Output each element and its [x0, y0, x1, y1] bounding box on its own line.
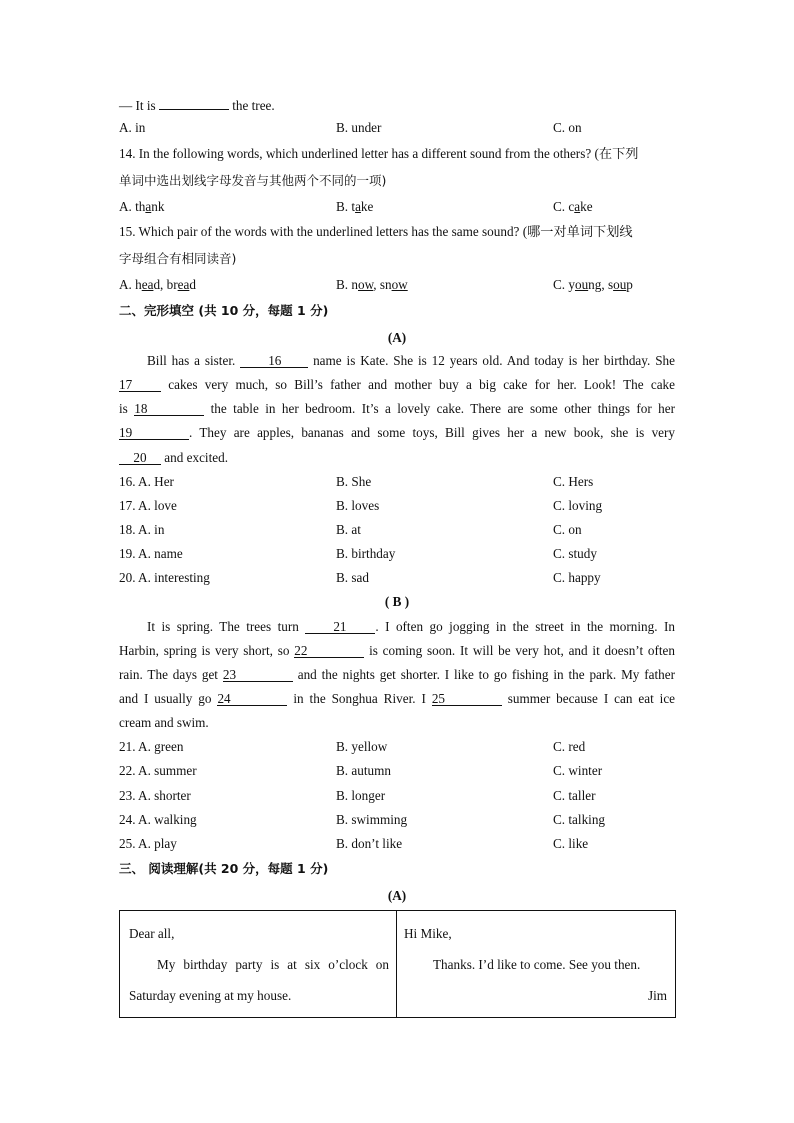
q20-option-b[interactable]: B. sad	[336, 570, 369, 585]
q15-option-c[interactable]: C. young, soup	[553, 277, 633, 292]
q18-option-c[interactable]: C. on	[553, 522, 582, 537]
q23-option-a[interactable]: 23. A. shorter	[119, 788, 191, 803]
reply-line1: Thanks. I’d like to come. See you then.	[433, 957, 641, 972]
q14-option-a[interactable]: A. thank	[119, 199, 165, 214]
section3-part-a-label: (A)	[387, 888, 407, 903]
blank-25[interactable]: 25	[432, 691, 502, 706]
blank-20[interactable]: 20	[119, 450, 161, 465]
q20-option-c[interactable]: C. happy	[553, 570, 601, 585]
passage-b-line3: rain. The days get 23 and the nights get shorter. I like to go fishing in the park. My father	[119, 667, 676, 682]
q17-options	[119, 497, 675, 515]
q17-option-b[interactable]: B. loves	[336, 498, 380, 513]
q14-question-line1: 14. In the following words, which underlined letter has a different sound from the others? (在下列	[119, 146, 639, 161]
q16-options	[119, 473, 675, 491]
q14-option-c[interactable]: C. cake	[553, 199, 593, 214]
passage-a-line2: 17 cakes very much, so Bill’s father and mother buy a big cake for her. Look! The cake	[119, 377, 675, 392]
blank-19[interactable]: 19	[119, 425, 189, 440]
blank-17[interactable]: 17	[119, 377, 161, 392]
blank-21[interactable]: 21	[305, 619, 375, 634]
q23-option-b[interactable]: B. longer	[336, 788, 386, 803]
q13-option-a[interactable]: A. in	[119, 120, 146, 135]
q18-option-b[interactable]: B. at	[336, 522, 361, 537]
q24-option-b[interactable]: B. swimming	[336, 812, 408, 827]
q13-options	[119, 119, 675, 137]
passage-b-line4: and I usually go 24 in the Songhua River. I 25 summer because I can eat ice	[119, 691, 676, 706]
section2-title: 二、完形填空 (共 10 分，每题 1 分)	[119, 303, 329, 318]
q22-option-a[interactable]: 22. A. summer	[119, 763, 197, 778]
q15-options	[119, 276, 675, 294]
blank-22[interactable]: 22	[294, 643, 364, 658]
invitation-note	[120, 911, 397, 1017]
q21-option-a[interactable]: 21. A. green	[119, 739, 184, 754]
q13-stem: — It is the tree.	[119, 95, 275, 115]
q16-option-a[interactable]: 16. A. Her	[119, 474, 174, 489]
q17-option-c[interactable]: C. loving	[553, 498, 603, 513]
q15-option-a[interactable]: A. head, bread	[119, 277, 196, 292]
notes-table	[119, 910, 676, 1018]
passage-b-line1: It is spring. The trees turn 21 . I often go jogging in the street in the morning. In	[147, 619, 675, 634]
q21-options	[119, 738, 675, 756]
q16-option-c[interactable]: C. Hers	[553, 474, 594, 489]
q19-options	[119, 545, 675, 563]
q19-option-a[interactable]: 19. A. name	[119, 546, 183, 561]
passage-b-line2: Harbin, spring is very short, so 22 is coming soon. It will be very hot, and it doesn’t often	[119, 643, 676, 658]
q13-option-b[interactable]: B. under	[336, 120, 382, 135]
q14-option-b[interactable]: B. take	[336, 199, 374, 214]
q15-question-line1: 15. Which pair of the words with the underlined letters has the same sound? (哪一对单词下划线	[119, 224, 633, 239]
q22-options	[119, 762, 675, 780]
q14-question-line2: 单词中选出划线字母发音与其他两个不同的一项)	[119, 173, 387, 188]
q19-option-b[interactable]: B. birthday	[336, 546, 396, 561]
section2-part-a-label: (A)	[387, 330, 407, 345]
blank-23[interactable]: 23	[223, 667, 293, 682]
reply-note	[397, 911, 675, 1017]
passage-b-line5: cream and swim.	[119, 715, 209, 730]
blank-18[interactable]: 18	[134, 401, 204, 416]
q15-question-line2: 字母组合有相同读音)	[119, 251, 237, 266]
invitation-greeting: Dear all,	[129, 926, 175, 941]
q18-options	[119, 521, 675, 539]
passage-a-line1: Bill has a sister. 16 name is Kate. She is 12 years old. And today is her birthday. She	[147, 353, 675, 368]
q14-options	[119, 198, 675, 216]
q24-option-a[interactable]: 24. A. walking	[119, 812, 197, 827]
q21-option-b[interactable]: B. yellow	[336, 739, 388, 754]
q17-option-a[interactable]: 17. A. love	[119, 498, 177, 513]
q23-options	[119, 787, 675, 805]
q16-option-b[interactable]: B. She	[336, 474, 372, 489]
q19-option-c[interactable]: C. study	[553, 546, 597, 561]
q20-options	[119, 569, 675, 587]
passage-a-line3: is 18 the table in her bedroom. It’s a lovely cake. There are some other things for her	[119, 401, 676, 416]
section3-title: 三、 阅读理解(共 20 分，每题 1 分)	[119, 861, 329, 876]
blank-24[interactable]: 24	[217, 691, 287, 706]
blank-16[interactable]: 16	[240, 353, 308, 368]
q22-option-b[interactable]: B. autumn	[336, 763, 391, 778]
passage-a-line5: 20 and excited.	[119, 449, 228, 467]
q25-option-b[interactable]: B. don’t like	[336, 836, 403, 851]
q20-option-a[interactable]: 20. A. interesting	[119, 570, 210, 585]
q22-option-c[interactable]: C. winter	[553, 763, 603, 778]
q15-option-b[interactable]: B. now, snow	[336, 277, 408, 292]
q24-options	[119, 811, 675, 829]
reply-signature: Jim	[647, 988, 667, 1003]
q25-option-c[interactable]: C. like	[553, 836, 589, 851]
q25-option-a[interactable]: 25. A. play	[119, 836, 177, 851]
invitation-line1: My birthday party is at six o’clock on	[157, 957, 389, 972]
invitation-line2: Saturday evening at my house.	[129, 988, 292, 1003]
passage-a-line4: 19 . They are apples, bananas and some toys, Bill gives her a new book, she is very	[119, 425, 675, 440]
q18-option-a[interactable]: 18. A. in	[119, 522, 165, 537]
q23-option-c[interactable]: C. taller	[553, 788, 596, 803]
q24-option-c[interactable]: C. talking	[553, 812, 606, 827]
reply-greeting: Hi Mike,	[404, 926, 452, 941]
q13-option-c[interactable]: C. on	[553, 120, 582, 135]
q21-option-c[interactable]: C. red	[553, 739, 586, 754]
section2-part-b-label: ( B )	[384, 594, 410, 609]
q13-answer-blank[interactable]	[159, 95, 229, 110]
q25-options	[119, 835, 675, 853]
